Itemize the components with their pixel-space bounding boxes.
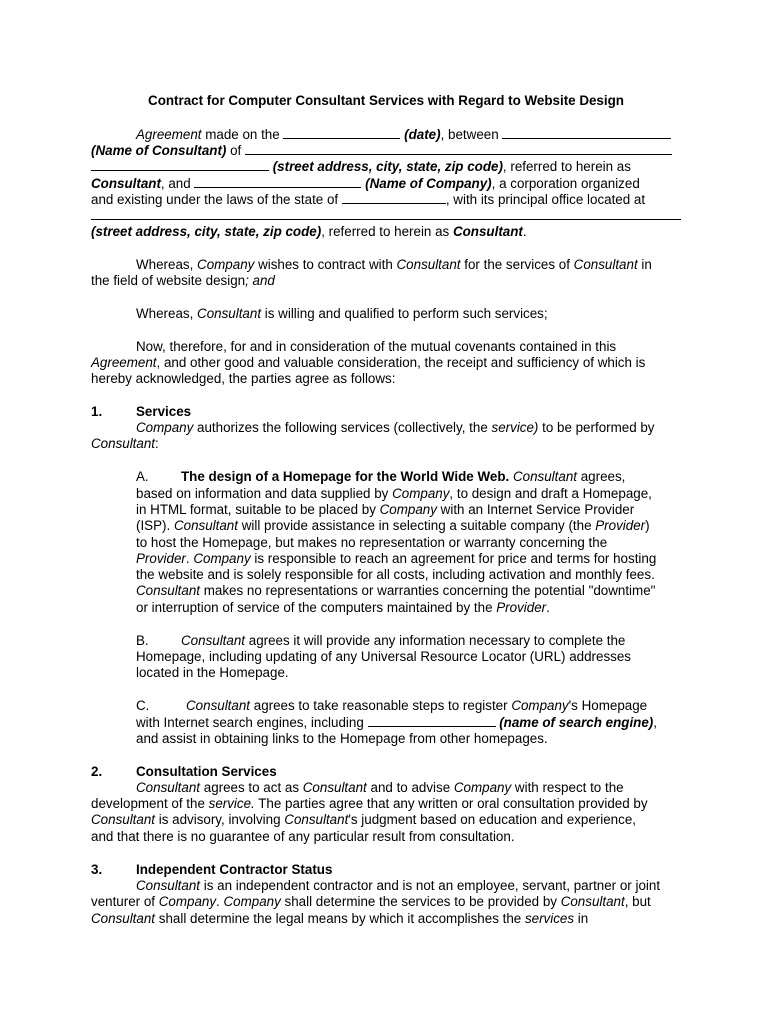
- section-2-number: 2.: [91, 764, 103, 779]
- section-1-line-2: Consultant:: [91, 436, 159, 451]
- section-3-line-3: Consultant shall determine the legal means by which it accomplishes the services in: [91, 911, 589, 926]
- whereas-1-line-2: the field of website design; and: [91, 273, 275, 288]
- state-blank[interactable]: [342, 191, 446, 204]
- section-3-heading: Independent Contractor Status: [136, 862, 333, 877]
- subsection-c-letter: C.: [136, 698, 150, 713]
- section-1-number: 1.: [91, 404, 103, 419]
- section-2-line-4: and that there is no guarantee of any particular result from consultation.: [91, 829, 515, 844]
- search-engine-blank[interactable]: [368, 714, 496, 727]
- now-line-1: Now, therefore, for and in consideration of the mutual covenants contained in this: [136, 339, 617, 354]
- subsection-a-letter: A.: [136, 469, 149, 484]
- between-blank[interactable]: [502, 126, 671, 139]
- subsection-c-line-3: and assist in obtaining links to the Homepage from other homepages.: [136, 731, 548, 746]
- section-1-line-1: Company authorizes the following services (collectively, the service) to be performed by: [136, 420, 655, 435]
- subsection-a-line-3: in HTML format, suitable to be placed by Company with an Internet Service Provider: [136, 502, 635, 517]
- consultant-of-blank[interactable]: [245, 142, 672, 155]
- subsection-a-line-9: or interruption of service of the computers maintained by the Provider.: [136, 600, 550, 615]
- subsection-b-line-3: located in the Homepage.: [136, 665, 289, 680]
- subsection-a-line-2: based on information and data supplied by Company, to design and draft a Homepage,: [136, 486, 652, 501]
- intro-line-3: (street address, city, state, zip code), referred to herein as: [91, 158, 631, 174]
- subsection-a-line-8: Consultant makes no representations or warranties concerning the potential "downtime": [136, 583, 656, 598]
- intro-line-1: Agreement made on the (date), between: [136, 126, 671, 142]
- subsection-a-line-7: the website and is solely responsible for all costs, including activation and monthly fees.: [136, 567, 655, 582]
- date-blank[interactable]: [283, 126, 400, 139]
- subsection-c-line-1: C. Consultant agrees to take reasonable steps to register Company's Homepage: [136, 698, 648, 713]
- subsection-a-heading: The design of a Homepage for the World Wide Web.: [181, 469, 510, 484]
- company-address-blank[interactable]: [91, 219, 681, 220]
- section-3-line-1: Consultant is an independent contractor and is not an employee, servant, partner or joint: [136, 878, 661, 893]
- section-1-heading: Services: [136, 404, 192, 419]
- subsection-c-line-2: with Internet search engines, including (name of search engine),: [136, 715, 657, 730]
- intro-line-7: (street address, city, state, zip code), referred to herein as Consultant.: [91, 224, 527, 239]
- subsection-a-line-6: Provider. Company is responsible to reach an agreement for price and terms for hosting: [136, 551, 657, 566]
- subsection-a-line-1: A. The design of a Homepage for the World Wide Web. Consultant agrees,: [136, 469, 626, 484]
- subsection-b-line-1: B. Consultant agrees it will provide any information necessary to complete the: [136, 633, 626, 648]
- company-name-blank[interactable]: [194, 175, 361, 188]
- section-2-heading: Consultation Services: [136, 764, 277, 779]
- whereas-1-line-1: Whereas, Company wishes to contract with Consultant for the services of Consultant in: [136, 257, 652, 272]
- document-title: Contract for Computer Consultant Services with Regard to Website Design: [148, 93, 624, 108]
- section-2-line-1: Consultant agrees to act as Consultant and to advise Company with respect to the: [136, 780, 624, 795]
- subsection-a-line-5: to host the Homepage, but makes no representation or warranty concerning the: [136, 535, 608, 550]
- intro-line-2: (Name of Consultant) of: [91, 142, 672, 158]
- now-line-2: Agreement, and other good and valuable consideration, the receipt and sufficiency of which is: [91, 355, 646, 370]
- section-3-number: 3.: [91, 862, 103, 877]
- consultant-address-blank[interactable]: [91, 158, 269, 171]
- subsection-b-line-2: Homepage, including updating of any Universal Resource Locator (URL) addresses: [136, 649, 631, 664]
- subsection-b-letter: B.: [136, 633, 149, 648]
- subsection-a-line-4: (ISP). Consultant will provide assistance in selecting a suitable company (the Provider): [136, 518, 650, 533]
- whereas-2-line-1: Whereas, Consultant is willing and qualified to perform such services;: [136, 306, 548, 321]
- intro-line-5: and existing under the laws of the state of , with its principal office located at: [91, 192, 646, 207]
- section-3-line-2: venturer of Company. Company shall determine the services to be provided by Consultant, but: [91, 894, 651, 909]
- section-2-line-3: Consultant is advisory, involving Consultant's judgment based on education and experience,: [91, 812, 636, 827]
- intro-line-4: Consultant, and (Name of Company), a corporation organized: [91, 176, 640, 191]
- section-2-line-2: development of the service. The parties agree that any written or oral consultation provided by: [91, 796, 648, 811]
- now-line-3: hereby acknowledged, the parties agree as follows:: [91, 371, 396, 386]
